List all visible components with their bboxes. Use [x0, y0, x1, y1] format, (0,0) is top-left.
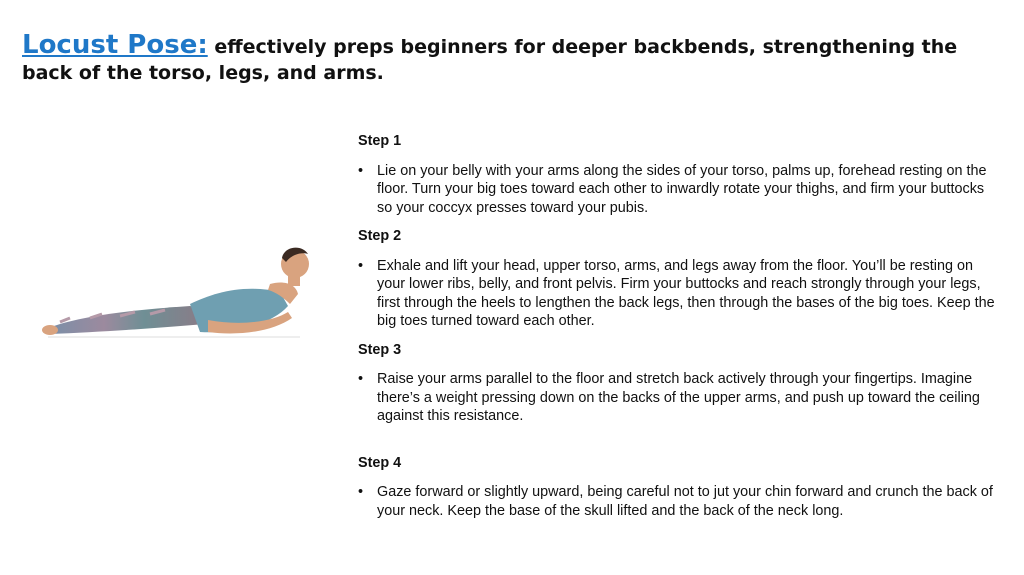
list-item: [358, 257, 998, 331]
step-title: Step 4: [358, 454, 402, 471]
step-1: [358, 132, 998, 217]
locust-pose-photo: [40, 240, 320, 350]
bullet-icon: •: [358, 162, 364, 179]
list-item: [358, 162, 998, 218]
steps-list: [358, 132, 998, 530]
bullet-icon: •: [358, 257, 364, 274]
step-text: Exhale and lift your head, upper torso, arms, and legs away from the floor. You’ll be resting on your lower ribs, belly, and front pelvis. Firm your buttocks and reach strongly through your legs, first through the heels to lengthen the back legs, then through the bases of the big toes. Keep the big toes turned toward each other.: [377, 257, 995, 329]
step-title: Step 3: [358, 341, 402, 358]
step-text: Lie on your belly with your arms along the sides of your torso, palms up, forehead resting on the floor. Turn your big toes toward each other to inwardly rotate your thighs, and firm your buttocks so your coccyx presses toward your pubis.: [377, 162, 987, 216]
list-item: [358, 483, 998, 520]
bullet-icon: •: [358, 371, 364, 387]
step-title: Step 1: [358, 133, 402, 149]
step-text: Gaze forward or slightly upward, being careful not to jut your chin forward and crunch the back of your neck. Keep the base of the skull lifted and the back of the neck long.: [377, 484, 993, 519]
step-4: [358, 454, 998, 521]
bullet-icon: •: [358, 484, 364, 500]
step-title: Step 2: [358, 228, 402, 244]
title-description: effectively preps beginners for deeper backbends, strengthening the back of the torso, legs, and arms.: [22, 36, 958, 84]
spacer: [358, 436, 998, 454]
list-item: [358, 370, 998, 426]
step-text: Raise your arms parallel to the floor and stretch back actively through your fingertips. Imagine there’s a weight pressing down on the backs of the upper arms, and push up toward the ceiling against this resistance.: [377, 371, 980, 424]
step-3: [358, 341, 998, 426]
locust-pose-link[interactable]: Locust Pose:: [22, 30, 208, 60]
slide-title: [22, 32, 1012, 86]
step-2: [358, 227, 998, 331]
